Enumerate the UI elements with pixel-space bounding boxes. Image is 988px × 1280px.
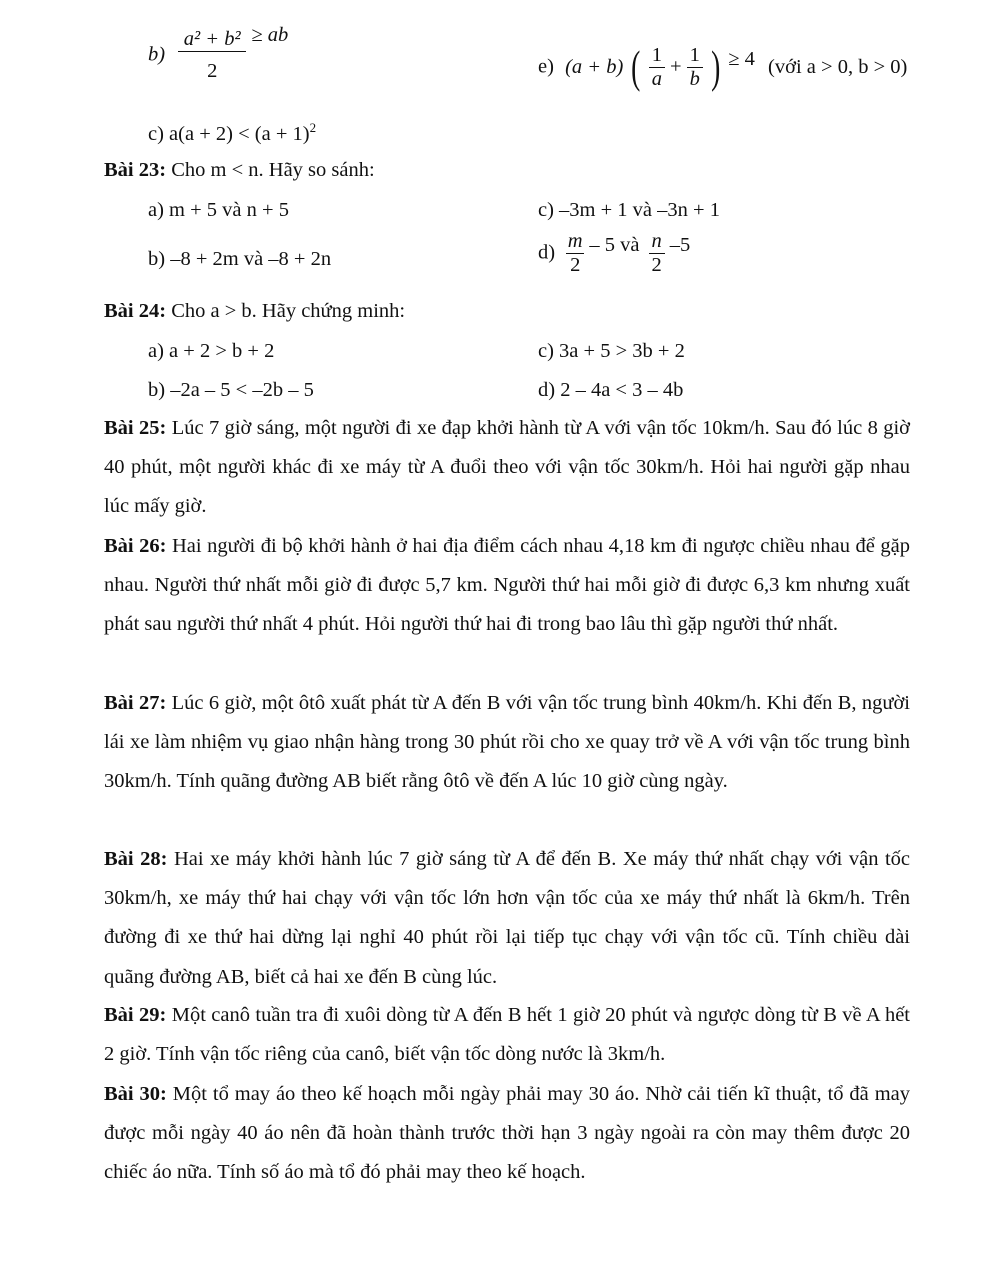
bai-23-item-b: b) –8 + 2m và –8 + 2n bbox=[148, 248, 332, 270]
item-e-inequality bbox=[538, 41, 908, 93]
item-label: e) bbox=[538, 55, 554, 78]
problem-text: Hai người đi bộ khởi hành ở hai địa điểm cách nhau 4,18 km đi ngược chiều nhau để gặp nhau. Người thứ nhất mỗi giờ đi được 5,7 km. Người thứ hai mỗi giờ đi được 6,3 km nhưng xuất phát sau người thứ nhất 4 phút. Hỏi người thứ hai đi trong bao lâu thì gặp người thứ nhất. bbox=[104, 535, 910, 636]
bai-30-paragraph bbox=[104, 1075, 910, 1193]
problem-number: Bài 28: bbox=[104, 848, 168, 870]
problem-text: Lúc 7 giờ sáng, một người đi xe đạp khởi hành từ A với vận tốc 10km/h. Sau đó lúc 8 giờ 40 phút, một người khác đi xe máy từ A đuổi theo với vận tốc 30km/h. Hỏi hai người gặp nhau lúc mấy giờ. bbox=[104, 417, 910, 518]
item-label: d) bbox=[538, 241, 556, 264]
fraction-denominator: a bbox=[651, 67, 663, 90]
bai-24-item-a: a) a + 2 > b + 2 bbox=[148, 340, 275, 362]
item-b-inequality bbox=[148, 23, 289, 82]
fraction-numerator: n bbox=[649, 230, 665, 254]
expr-lhs: (a + b) bbox=[565, 55, 624, 78]
fraction-n-over-2 bbox=[649, 230, 665, 276]
exponent: 2 bbox=[309, 120, 317, 135]
problem-number: Bài 27: bbox=[104, 692, 167, 714]
fraction-numerator: 1 bbox=[649, 44, 665, 68]
problem-number: Bài 24: bbox=[104, 300, 167, 322]
fraction-1-over-b bbox=[687, 44, 703, 90]
bai-23-item-a: a) m + 5 và n + 5 bbox=[148, 199, 289, 221]
fraction-numerator: a² + b² bbox=[183, 28, 241, 50]
left-paren: ( bbox=[631, 41, 641, 93]
bai-25-paragraph bbox=[104, 409, 910, 527]
condition: (với a > 0, b > 0) bbox=[768, 55, 908, 78]
problem-text: Lúc 6 giờ, một ôtô xuất phát từ A đến B với vận tốc trung bình 40km/h. Khi đến B, người lái xe làm nhiệm vụ giao nhận hàng trong 30 phút rồi cho xe quay trở về A với vận tốc trung bình 30km/h. Tính quãng đường AB biết rằng ôtô về đến A lúc 10 giờ cùng ngày. bbox=[104, 692, 910, 793]
bai-28-paragraph bbox=[104, 840, 910, 997]
problem-text: Một tổ may áo theo kế hoạch mỗi ngày phải may 30 áo. Nhờ cải tiến kĩ thuật, tổ đã may được mỗi ngày 40 áo nên đã hoàn thành trước thời hạn 3 ngày ngoài ra còn may thêm được 20 chiếc áo nữa. Tính số áo mà tổ đó phải may theo kế hoạch. bbox=[104, 1083, 910, 1184]
fraction-denominator: 2 bbox=[178, 51, 246, 83]
bai-23-item-d bbox=[538, 230, 690, 276]
item-end-text: –5 bbox=[669, 233, 691, 256]
bai-24-item-b: b) –2a – 5 < –2b – 5 bbox=[148, 379, 314, 401]
problem-text: Cho a > b. Hãy chứng minh: bbox=[166, 300, 406, 322]
item-c-inequality bbox=[148, 120, 316, 146]
fraction-denominator: 2 bbox=[570, 253, 581, 276]
problem-number: Bài 23: bbox=[104, 159, 167, 181]
plus-sign: + bbox=[670, 55, 682, 78]
fraction-denominator: b bbox=[689, 67, 700, 90]
bai-23-heading bbox=[104, 159, 375, 182]
problem-text: Một canô tuần tra đi xuôi dòng từ A đến B hết 1 giờ 20 phút và ngược dòng từ B về A hết 2 giờ. Tính vận tốc riêng của canô, biết vận tốc dòng nước là 3km/h. bbox=[104, 1004, 910, 1066]
item-text: c) a(a + 2) < (a + 1) bbox=[148, 122, 310, 145]
fraction-numerator: 1 bbox=[687, 44, 703, 68]
fraction-m-over-2 bbox=[566, 230, 584, 276]
bai-23-item-c: c) –3m + 1 và –3n + 1 bbox=[538, 199, 720, 221]
problem-text: Cho m < n. Hãy so sánh: bbox=[166, 159, 375, 181]
bai-27-paragraph bbox=[104, 684, 910, 802]
bai-24-item-d: d) 2 – 4a < 3 – 4b bbox=[538, 379, 684, 401]
problem-number: Bài 30: bbox=[104, 1083, 167, 1105]
bai-24-item-c: c) 3a + 5 > 3b + 2 bbox=[538, 340, 685, 362]
inequality-rhs: ≥ 4 bbox=[728, 47, 755, 70]
bai-26-paragraph bbox=[104, 527, 910, 645]
fraction-1-over-a bbox=[649, 44, 665, 90]
inequality-rhs: ≥ ab bbox=[251, 23, 289, 46]
problem-text: Hai xe máy khởi hành lúc 7 giờ sáng từ A để đến B. Xe máy thứ nhất chạy với vận tốc 30km/h, xe máy thứ hai chạy với vận tốc lớn hơn vận tốc của xe máy thứ nhất là 6km/h. Trên đường đi xe thứ hai dừng lại nghỉ 40 phút rồi lại tiếp tục chạy với vận tốc cũ. Tính chiều dài quãng đường AB, biết cả hai xe đến B cùng lúc. bbox=[104, 848, 910, 988]
fraction-denominator: 2 bbox=[651, 253, 662, 276]
bai-24-heading bbox=[104, 300, 405, 323]
fraction bbox=[178, 28, 246, 82]
problem-number: Bài 25: bbox=[104, 417, 167, 439]
item-mid-text: – 5 và bbox=[589, 233, 640, 256]
item-label: b) bbox=[148, 43, 166, 66]
bai-29-paragraph bbox=[104, 996, 910, 1074]
problem-number: Bài 26: bbox=[104, 535, 167, 557]
problem-number: Bài 29: bbox=[104, 1004, 167, 1026]
fraction-numerator: m bbox=[567, 230, 583, 252]
right-paren: ) bbox=[710, 41, 721, 93]
